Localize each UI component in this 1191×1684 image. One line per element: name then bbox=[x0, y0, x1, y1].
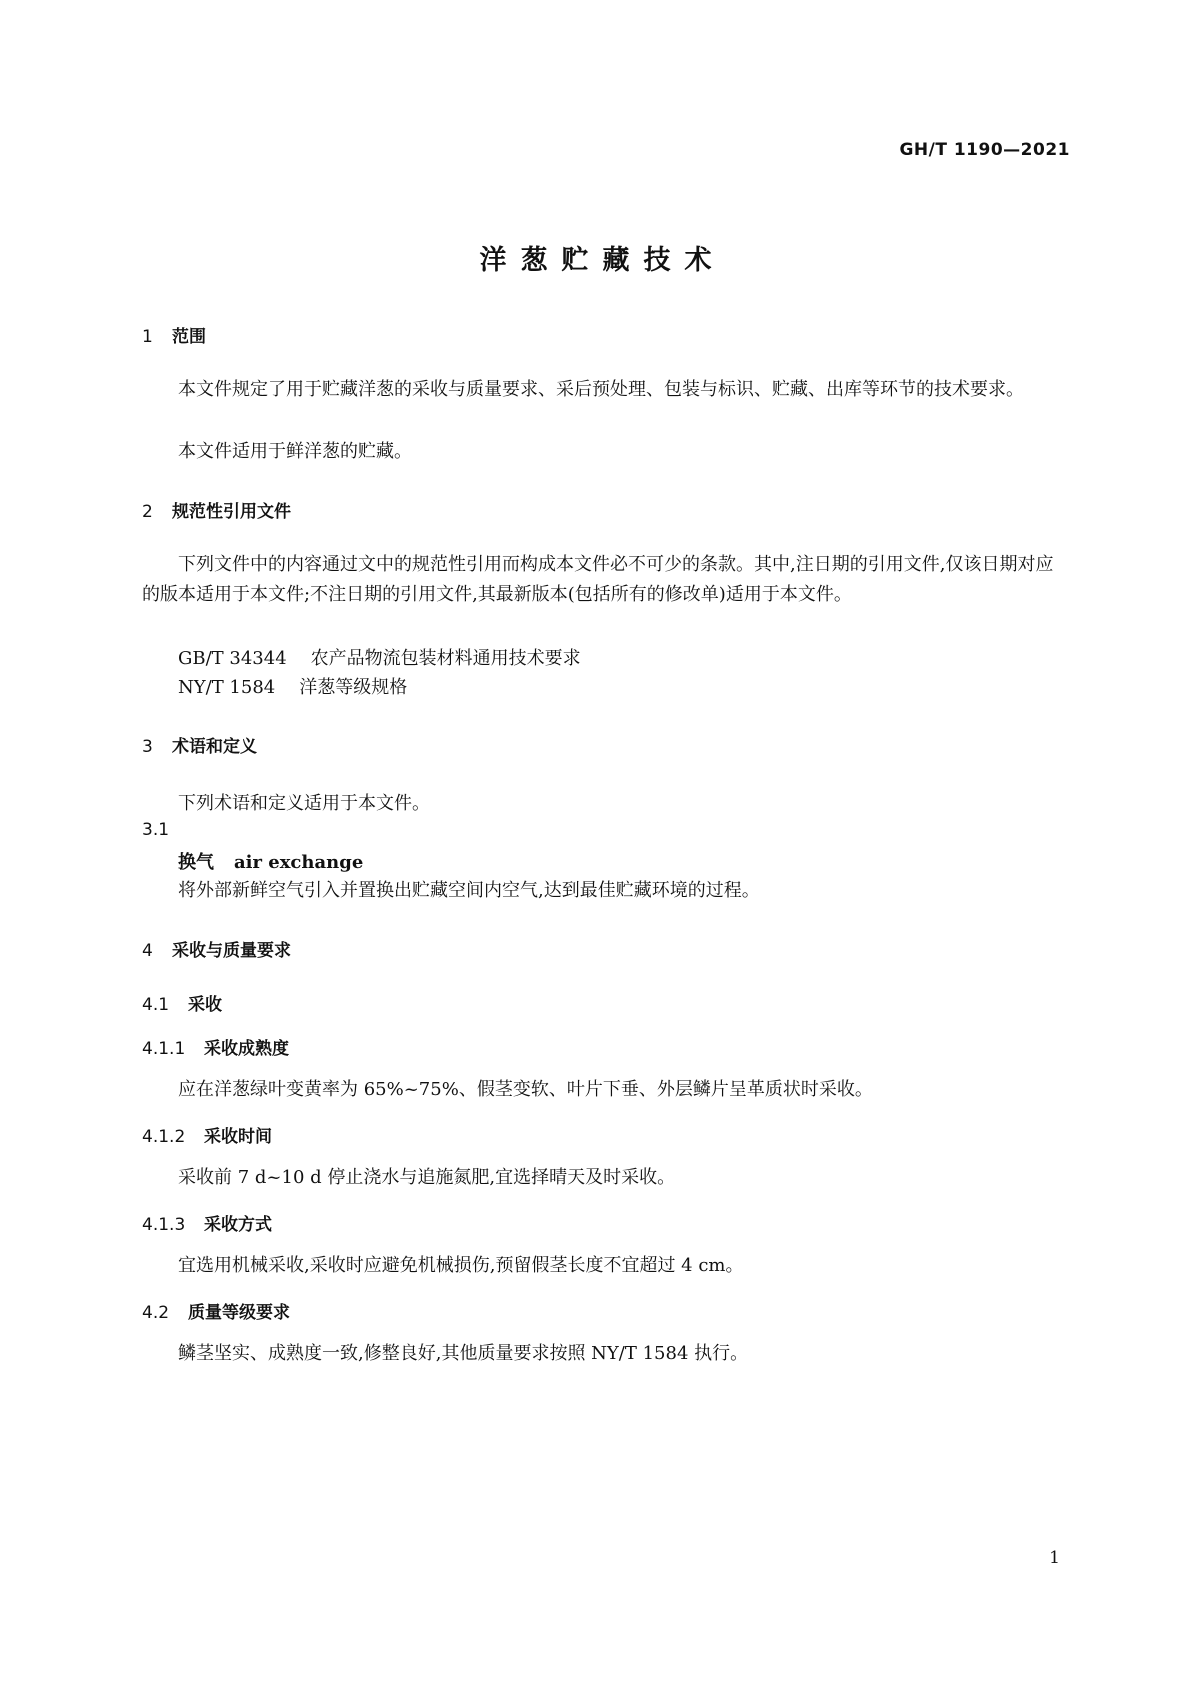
term-english: air exchange bbox=[234, 852, 364, 873]
section-number: 4.1.1 bbox=[142, 1039, 186, 1059]
section-4-heading bbox=[142, 936, 291, 961]
section-label: 采收成熟度 bbox=[204, 1039, 289, 1059]
page-number: 1 bbox=[1049, 1548, 1060, 1568]
term-definition: 将外部新鲜空气引入并置换出贮藏空间内空气,达到最佳贮藏环境的过程。 bbox=[178, 880, 760, 901]
subsection-4-1-heading bbox=[142, 990, 222, 1015]
subsection-4-1-3-heading bbox=[142, 1210, 272, 1235]
section-label: 采收与质量要求 bbox=[172, 941, 291, 961]
subsection-4-1-2-heading bbox=[142, 1122, 272, 1147]
section-number: 3 bbox=[142, 737, 153, 757]
section-number: 1 bbox=[142, 327, 153, 347]
section-label: 术语和定义 bbox=[172, 737, 257, 757]
paragraph: 下列文件中的内容通过文中的规范性引用而构成本文件必不可少的条款。其中,注日期的引用文件,仅该日期对应的版本适用于本文件;不注日期的引用文件,其最新版本(包括所有的修改单)适用于本文件。 bbox=[142, 554, 1054, 605]
section-number: 4.2 bbox=[142, 1303, 170, 1323]
reference-item bbox=[178, 673, 407, 699]
paragraph: 下列术语和定义适用于本文件。 bbox=[178, 793, 430, 814]
section-number: 2 bbox=[142, 502, 153, 522]
section-label: 质量等级要求 bbox=[188, 1303, 290, 1323]
term-chinese: 换气 bbox=[178, 852, 214, 873]
paragraph: 宜选用机械采收,采收时应避免机械损伤,预留假茎长度不宜超过 4 cm。 bbox=[178, 1255, 744, 1276]
term-heading bbox=[178, 848, 363, 874]
section-number: 4.1.3 bbox=[142, 1215, 186, 1235]
reference-title: 农产品物流包装材料通用技术要求 bbox=[310, 648, 581, 669]
reference-title: 洋葱等级规格 bbox=[299, 677, 408, 698]
document-number: GH/T 1190—2021 bbox=[899, 140, 1070, 160]
reference-item bbox=[178, 644, 581, 670]
section-number: 4.1.2 bbox=[142, 1127, 186, 1147]
section-label: 采收时间 bbox=[204, 1127, 272, 1147]
section-3-heading bbox=[142, 732, 257, 757]
paragraph: 采收前 7 d~10 d 停止浇水与追施氮肥,宜选择晴天及时采收。 bbox=[178, 1167, 676, 1188]
paragraph: 鳞茎坚实、成熟度一致,修整良好,其他质量要求按照 NY/T 1584 执行。 bbox=[178, 1343, 749, 1364]
section-number: 4.1 bbox=[142, 995, 170, 1015]
section-2-heading bbox=[142, 497, 291, 522]
reference-code: NY/T 1584 bbox=[178, 677, 276, 698]
section-label: 规范性引用文件 bbox=[172, 502, 291, 522]
section-label: 范围 bbox=[172, 327, 206, 347]
section-label: 采收方式 bbox=[204, 1215, 272, 1235]
reference-code: GB/T 34344 bbox=[178, 648, 287, 669]
section-label: 采收 bbox=[188, 995, 222, 1015]
section-1-heading bbox=[142, 322, 206, 347]
paragraph: 本文件适用于鲜洋葱的贮藏。 bbox=[178, 441, 412, 462]
paragraph: 应在洋葱绿叶变黄率为 65%~75%、假茎变软、叶片下垂、外层鳞片呈革质状时采收。 bbox=[178, 1079, 873, 1100]
section-number: 4 bbox=[142, 941, 153, 961]
subsection-4-1-1-heading bbox=[142, 1034, 289, 1059]
subsection-4-2-heading bbox=[142, 1298, 290, 1323]
page-title: 洋葱贮藏技术 bbox=[479, 245, 726, 276]
paragraph: 本文件规定了用于贮藏洋葱的采收与质量要求、采后预处理、包装与标识、贮藏、出库等环节的技术要求。 bbox=[178, 379, 1024, 400]
term-number: 3.1 bbox=[142, 820, 170, 840]
